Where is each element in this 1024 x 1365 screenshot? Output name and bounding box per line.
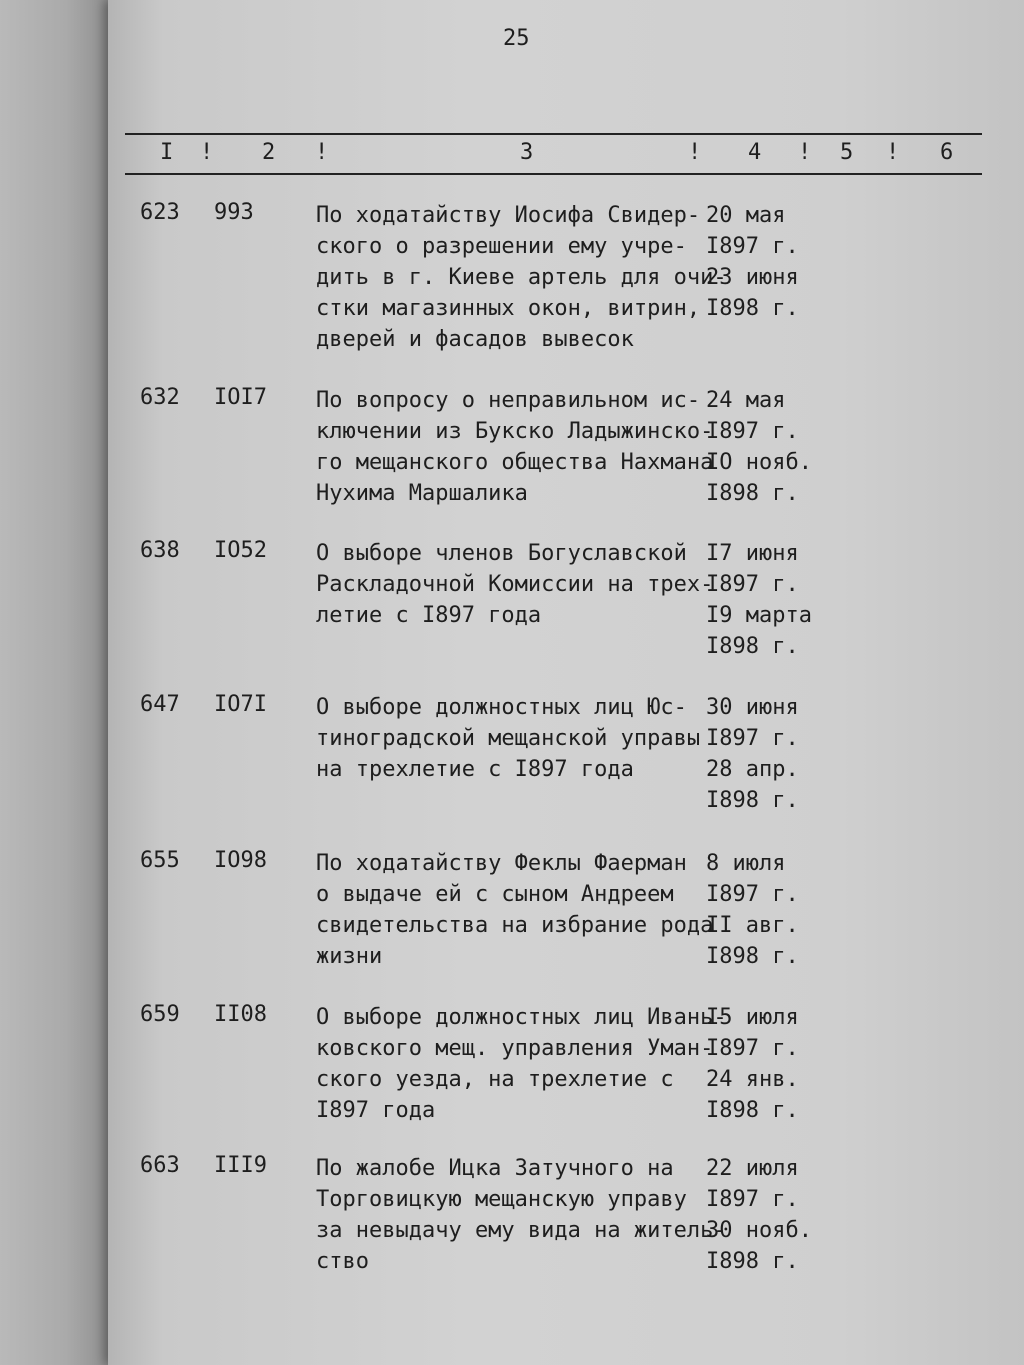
- case-description: [316, 1153, 727, 1277]
- date-line: 8 июля: [706, 851, 786, 876]
- description-line: стки магазинных окон, витрин,: [316, 296, 701, 321]
- description-line: дверей и фасадов вывесок: [316, 327, 634, 352]
- case-number: 647: [140, 692, 180, 717]
- date-line: I898 г.: [706, 1249, 799, 1274]
- case-description: [316, 538, 716, 631]
- description-line: О выборе членов Богуславской: [316, 541, 687, 566]
- date-line: I898 г.: [706, 481, 799, 506]
- header-rule-top: [125, 133, 982, 135]
- description-line: О выборе должностных лиц Юс-: [316, 695, 687, 720]
- description-line: Нухима Маршалика: [316, 481, 528, 506]
- column-separator: !: [688, 140, 702, 165]
- header-rule-bottom: [125, 173, 982, 175]
- case-number: 663: [140, 1153, 180, 1178]
- case-number: 659: [140, 1002, 180, 1027]
- description-line: I897 года: [316, 1098, 436, 1123]
- date-line: 28 апр.: [706, 757, 799, 782]
- description-line: летие с I897 года: [316, 603, 542, 628]
- column-separator: !: [886, 140, 900, 165]
- date-line: 24 мая: [706, 388, 786, 413]
- date-line: I9 марта: [706, 603, 812, 628]
- column-separator: !: [315, 140, 329, 165]
- archive-number: III9: [214, 1153, 267, 1178]
- case-number: 655: [140, 848, 180, 873]
- case-number: 638: [140, 538, 180, 563]
- case-dates: [706, 1153, 826, 1277]
- column-separator: !: [798, 140, 812, 165]
- description-line: на трехлетие с I897 года: [316, 757, 634, 782]
- column-header-3: 3: [520, 140, 534, 165]
- description-line: Раскладочной Комиссии на трех-: [316, 572, 714, 597]
- date-line: I897 г.: [706, 234, 799, 259]
- date-line: I898 г.: [706, 944, 799, 969]
- column-header-4: 4: [748, 140, 762, 165]
- date-line: 22 июля: [706, 1156, 799, 1181]
- date-line: I897 г.: [706, 882, 799, 907]
- date-line: I7 июня: [706, 541, 799, 566]
- archive-number: IOI7: [214, 385, 267, 410]
- description-line: о выдаче ей с сыном Андреем: [316, 882, 674, 907]
- description-line: ского уезда, на трехлетие с: [316, 1067, 674, 1092]
- case-description: [316, 848, 716, 972]
- case-description: [316, 200, 727, 355]
- date-line: I897 г.: [706, 726, 799, 751]
- description-line: По вопросу о неправильном ис-: [316, 388, 701, 413]
- case-dates: [706, 200, 826, 324]
- date-line: IO нояб.: [706, 450, 812, 475]
- case-description: [316, 692, 716, 785]
- description-line: ковского мещ. управления Уман-: [316, 1036, 714, 1061]
- archive-number: IO98: [214, 848, 267, 873]
- column-header-2: 2: [262, 140, 276, 165]
- column-separator: !: [200, 140, 214, 165]
- date-line: II авг.: [706, 913, 799, 938]
- description-line: жизни: [316, 944, 383, 969]
- column-header-6: 6: [940, 140, 954, 165]
- archive-number: 993: [214, 200, 254, 225]
- case-dates: [706, 1002, 826, 1126]
- date-line: I898 г.: [706, 296, 799, 321]
- case-dates: [706, 385, 826, 509]
- archive-number: II08: [214, 1002, 267, 1027]
- column-header-1: I: [160, 140, 174, 165]
- case-dates: [706, 538, 826, 662]
- date-line: I897 г.: [706, 1036, 799, 1061]
- description-line: По ходатайству Иосифа Свидер-: [316, 203, 701, 228]
- archive-number: IO7I: [214, 692, 267, 717]
- case-description: [316, 385, 716, 509]
- description-line: По ходатайству Феклы Фаерман: [316, 851, 687, 876]
- date-line: I897 г.: [706, 419, 799, 444]
- case-dates: [706, 692, 826, 816]
- date-line: I5 июля: [706, 1005, 799, 1030]
- archive-number: IO52: [214, 538, 267, 563]
- date-line: 30 нояб.: [706, 1218, 812, 1243]
- description-line: за невыдачу ему вида на житель-: [316, 1218, 727, 1243]
- description-line: ского о разрешении ему учре-: [316, 234, 687, 259]
- date-line: I897 г.: [706, 1187, 799, 1212]
- date-line: I897 г.: [706, 572, 799, 597]
- case-number: 623: [140, 200, 180, 225]
- description-line: ство: [316, 1249, 369, 1274]
- description-line: О выборе должностных лиц Ивань-: [316, 1005, 727, 1030]
- date-line: 24 янв.: [706, 1067, 799, 1092]
- case-description: [316, 1002, 727, 1126]
- description-line: Торговицкую мещанскую управу: [316, 1187, 687, 1212]
- column-header-5: 5: [840, 140, 854, 165]
- description-line: ключении из Букско Ладыжинско-: [316, 419, 714, 444]
- description-line: дить в г. Киеве артель для очи-: [316, 265, 727, 290]
- date-line: 30 июня: [706, 695, 799, 720]
- page-number: 25: [503, 26, 530, 51]
- case-dates: [706, 848, 826, 972]
- description-line: По жалобе Ицка Затучного на: [316, 1156, 674, 1181]
- description-line: свидетельства на избрание рода: [316, 913, 714, 938]
- date-line: I898 г.: [706, 1098, 799, 1123]
- date-line: I898 г.: [706, 634, 799, 659]
- date-line: 20 мая: [706, 203, 786, 228]
- case-number: 632: [140, 385, 180, 410]
- description-line: го мещанского общества Нахмана: [316, 450, 714, 475]
- previous-page-edge: [0, 0, 110, 1365]
- date-line: 23 июня: [706, 265, 799, 290]
- date-line: I898 г.: [706, 788, 799, 813]
- description-line: тиноградской мещанской управы: [316, 726, 701, 751]
